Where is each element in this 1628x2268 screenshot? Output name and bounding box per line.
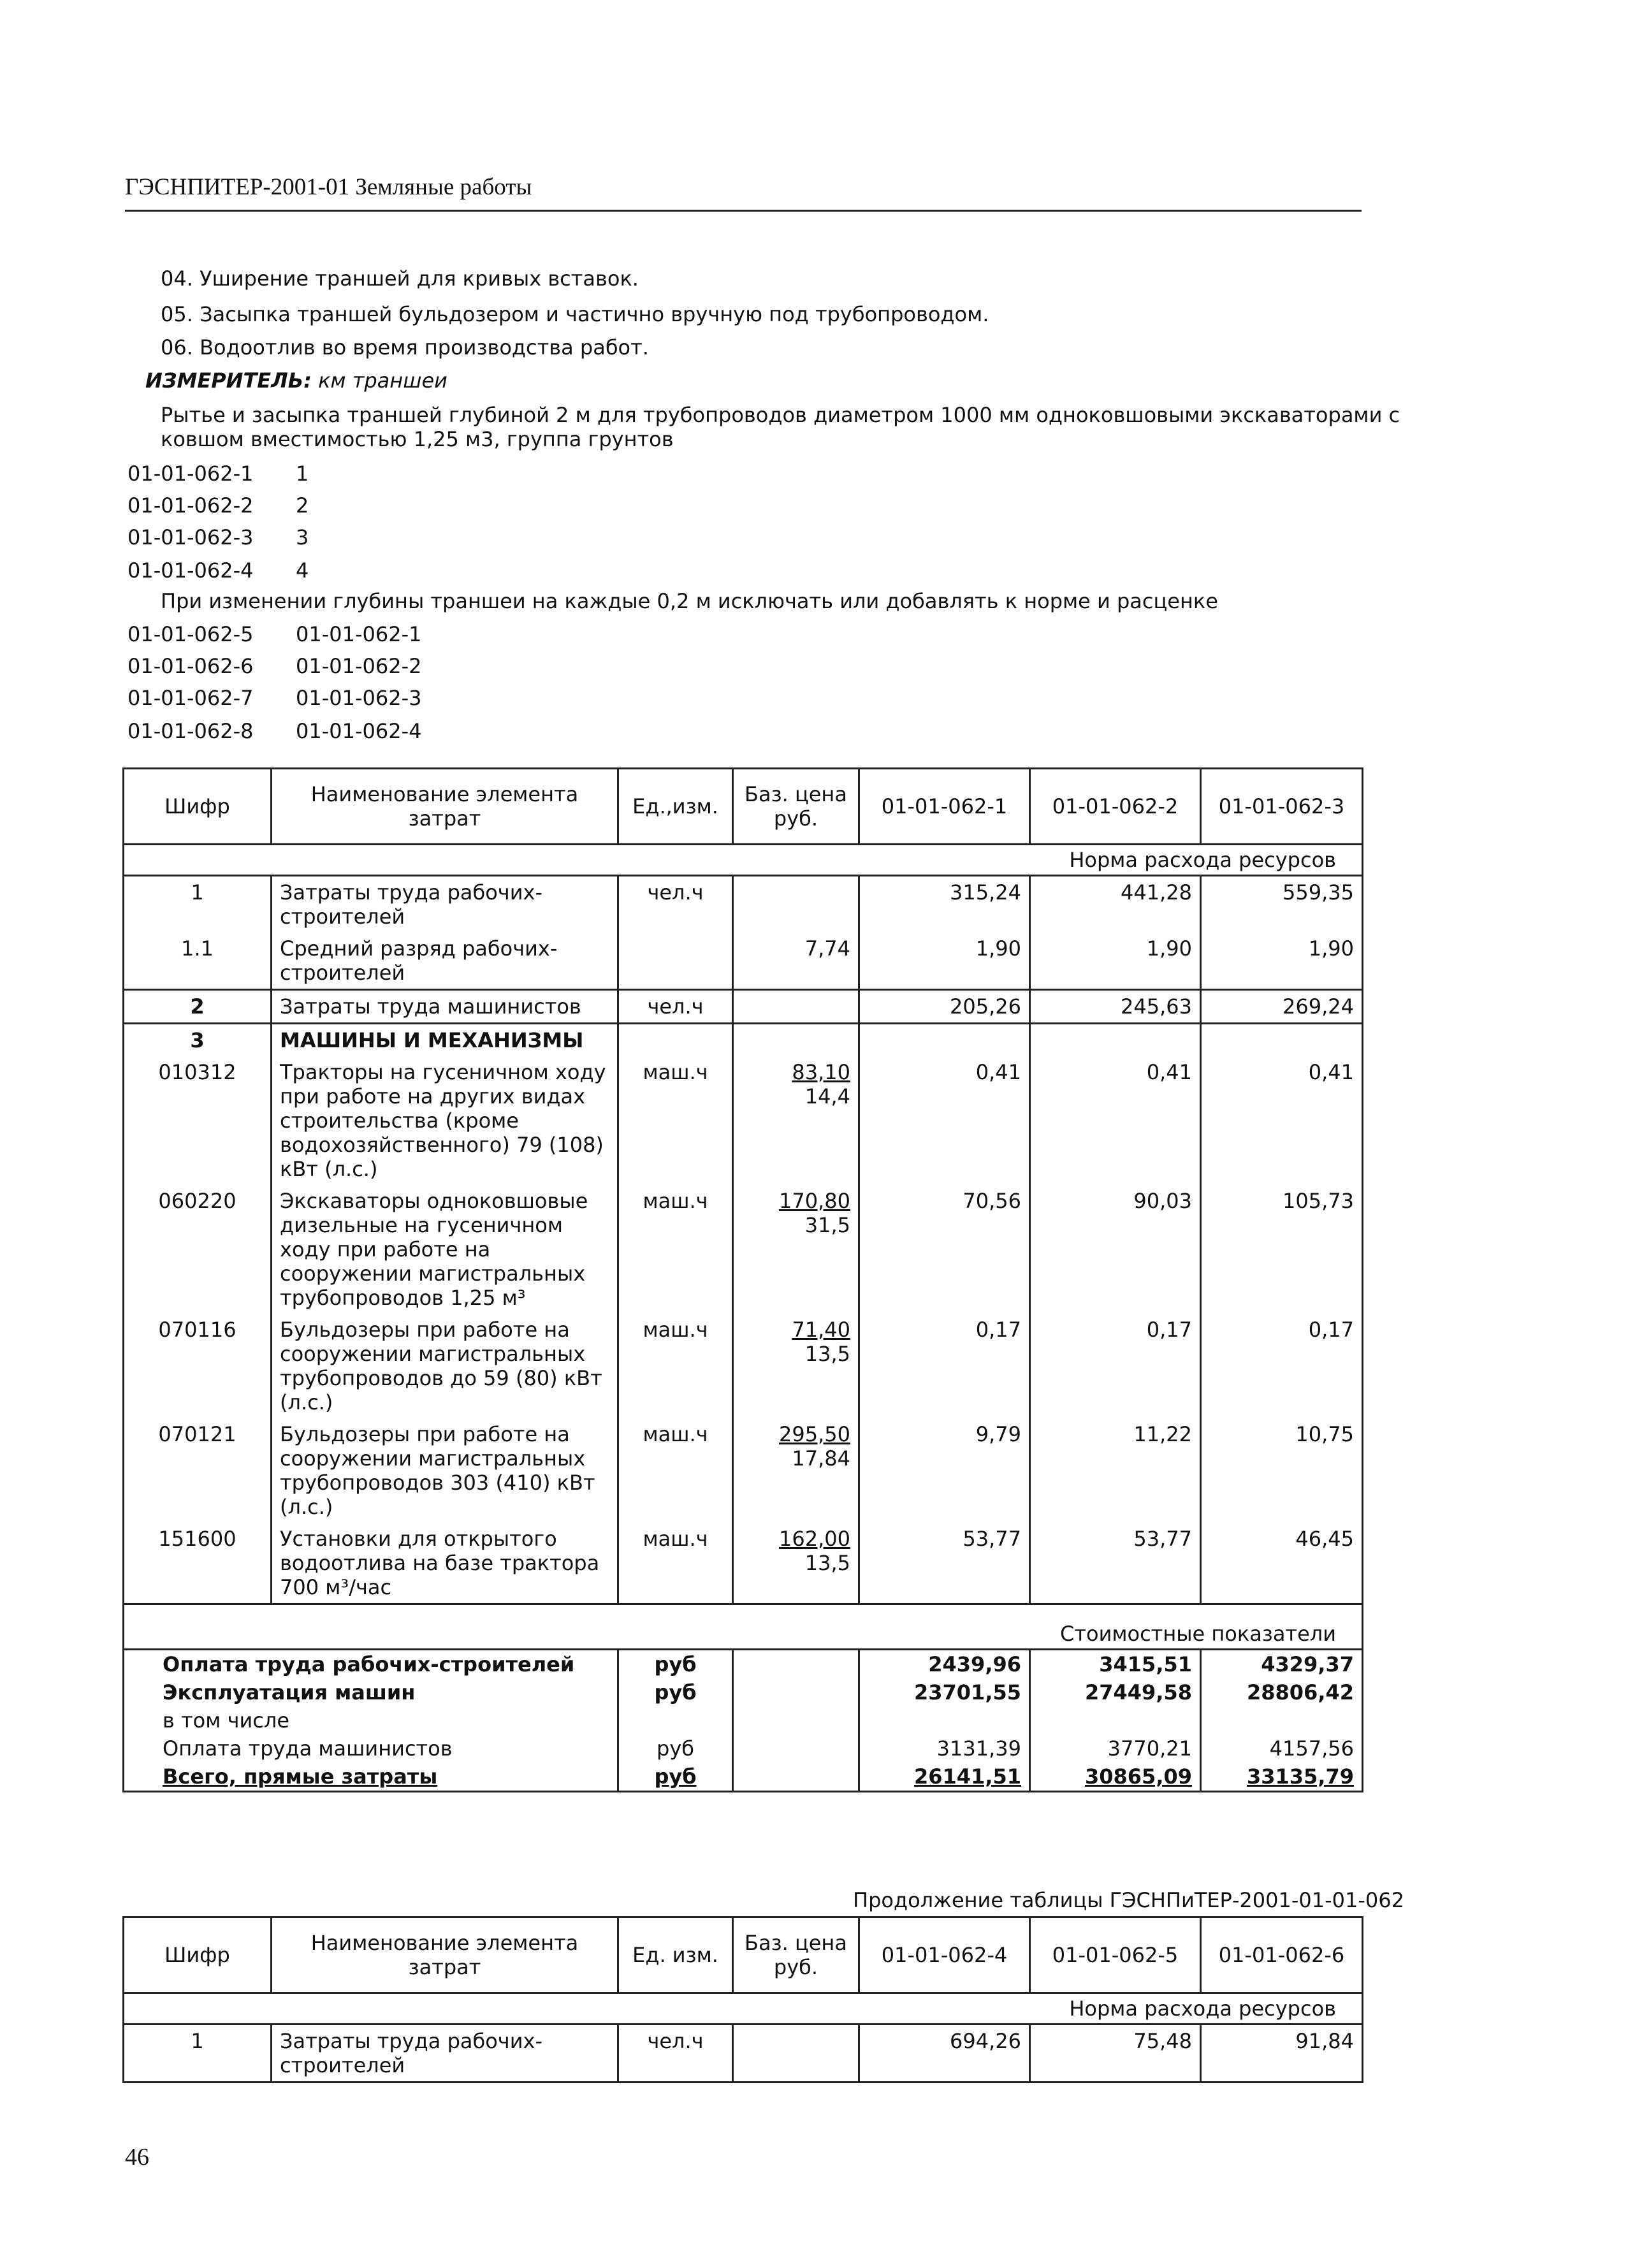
col-header-price [733,769,859,845]
row-price [733,1056,859,1185]
row-name: Тракторы на гусеничном ходу при работе на других видах строительства (кроме водохозяйственного) 79 (108) кВт (л.с.) [272,1056,618,1185]
price-header-line-2: руб. [773,806,818,831]
row-price-base: 170,80 [779,1189,850,1213]
row-value-2: 90,03 [1030,1185,1201,1314]
cost-value-2: 3415,51 [1030,1650,1201,1679]
row-price [733,1523,859,1604]
col-header-unit: Ед. изм. [618,1917,733,1993]
row-value-2: 0,41 [1030,1056,1201,1185]
row-value-1: 9,79 [859,1418,1030,1523]
depth-ref-value: 01-01-062-3 [296,686,422,710]
cost-unit: руб [618,1650,733,1679]
description-line-2: ковшом вместимостью 1,25 м3, группа грунтов [161,427,674,451]
table-row [124,1314,1363,1418]
row-value-2: 0,17 [1030,1314,1201,1418]
table-row [124,2024,1363,2083]
cost-name: Всего, прямые затраты [124,1763,618,1792]
row-value-3: 269,24 [1201,990,1363,1024]
row-value-2: 53,77 [1030,1523,1201,1604]
group-code: 01-01-062-1 [127,462,254,486]
price-header-line-1: Баз. цена [745,782,847,806]
measure-label: ИЗМЕРИТЕЛЬ: [145,368,312,393]
continuation-table [122,1916,1363,2083]
cost-value-1: 3131,39 [859,1734,1030,1763]
row-unit: маш.ч [618,1185,733,1314]
cost-unit: руб [618,1678,733,1706]
row-value-2: 75,48 [1030,2024,1201,2083]
row-unit: чел.ч [618,876,733,933]
row-price [733,1418,859,1523]
col-header-unit: Ед.,изм. [618,769,733,845]
empty-cell [859,1024,1030,1057]
group-value: 2 [296,493,309,518]
col-header-code-3: 01-01-062-6 [1201,1917,1363,1993]
empty-cell [733,1763,859,1792]
row-price [733,1314,859,1418]
row-price-base: 83,10 [792,1060,850,1084]
cost-name: Оплата труда рабочих-строителей [124,1650,618,1679]
step-04: 04. Уширение траншей для кривых вставок. [161,266,639,291]
cost-row [124,1678,1363,1706]
row-name: Средний разряд рабочих-строителей [272,933,618,990]
empty-cell [733,1734,859,1763]
empty-cell [1201,1706,1363,1734]
cost-value-2: 27449,58 [1030,1678,1201,1706]
col-header-cipher: Шифр [124,769,272,845]
row-value-3: 0,17 [1201,1314,1363,1418]
row-name: МАШИНЫ И МЕХАНИЗМЫ [272,1024,618,1057]
col-header-code-1: 01-01-062-4 [859,1917,1030,1993]
row-name: Затраты труда машинистов [272,990,618,1024]
price-header-line-1: Баз. цена [745,1931,847,1955]
empty-cell [733,1706,859,1734]
row-unit: маш.ч [618,1523,733,1604]
row-cipher: 070116 [124,1314,272,1418]
step-06: 06. Водоотлив во время производства работ. [161,335,649,360]
row-name: Бульдозеры при работе на сооружении магистральных трубопроводов до 59 (80) кВт (л.с.) [272,1314,618,1418]
row-value-1: 1,90 [859,933,1030,990]
cost-section-label: Стоимостные показатели [124,1604,1363,1650]
group-code: 01-01-062-4 [127,558,254,583]
norm-section-label: Норма расхода ресурсов [124,845,1363,876]
group-value: 4 [296,558,309,583]
row-value-1: 0,41 [859,1056,1030,1185]
row-value-1: 70,56 [859,1185,1030,1314]
row-name: Затраты труда рабочих-строителей [272,2024,618,2083]
row-cipher: 1.1 [124,933,272,990]
row-value-3: 10,75 [1201,1418,1363,1523]
row-price [733,2024,859,2083]
row-name: Установки для открытого водоотлива на базе трактора 700 м³/час [272,1523,618,1604]
empty-cell [1030,1706,1201,1734]
row-value-3: 0,41 [1201,1056,1363,1185]
row-unit: маш.ч [618,1314,733,1418]
cost-value-2: 30865,09 [1030,1763,1201,1792]
row-name: Затраты труда рабочих-строителей [272,876,618,933]
table-row [124,876,1363,933]
col-header-name: Наименование элемента затрат [272,769,618,845]
row-price-base: 295,50 [779,1422,850,1446]
table-row [124,1024,1363,1057]
measure-value: км траншеи [318,368,447,393]
group-code: 01-01-062-2 [127,493,254,518]
cost-name: Оплата труда машинистов [124,1734,618,1763]
row-cipher: 3 [124,1024,272,1057]
row-cipher: 060220 [124,1185,272,1314]
row-price-wage: 14,4 [804,1084,850,1109]
row-price-wage: 13,5 [804,1342,850,1366]
description-line-1: Рытье и засыпка траншей глубиной 2 м для трубопроводов диаметром 1000 мм одноковшовыми экскаваторами с [161,403,1400,427]
col-header-price [733,1917,859,1993]
empty-cell [1201,1024,1363,1057]
measure-line [145,368,447,393]
depth-ref-value: 01-01-062-1 [296,622,422,646]
table-row [124,1185,1363,1314]
cost-value-3: 33135,79 [1201,1763,1363,1792]
col-header-code-2: 01-01-062-2 [1030,769,1201,845]
cost-value-2: 3770,21 [1030,1734,1201,1763]
empty-cell [1030,1024,1201,1057]
cost-unit: руб [618,1763,733,1792]
row-cipher: 151600 [124,1523,272,1604]
resource-table [122,767,1363,1792]
table-row [124,1056,1363,1185]
depth-ref-code: 01-01-062-7 [127,686,254,710]
cost-unit: руб [618,1734,733,1763]
row-value-1: 315,24 [859,876,1030,933]
cost-value-1: 26141,51 [859,1763,1030,1792]
row-cipher: 010312 [124,1056,272,1185]
table-row [124,1523,1363,1604]
row-name: Экскаваторы одноковшовые дизельные на гусеничном ходу при работе на сооружении магистральных трубопроводов 1,25 м³ [272,1185,618,1314]
table-row [124,990,1363,1024]
cost-row [124,1763,1363,1792]
cost-value-1: 23701,55 [859,1678,1030,1706]
row-value-1: 205,26 [859,990,1030,1024]
col-header-cipher: Шифр [124,1917,272,1993]
cost-row [124,1650,1363,1679]
row-value-3: 46,45 [1201,1523,1363,1604]
cost-value-1: 2439,96 [859,1650,1030,1679]
row-price-base: 71,40 [792,1318,850,1342]
cost-row [124,1706,1363,1734]
row-value-3: 559,35 [1201,876,1363,933]
row-cipher: 070121 [124,1418,272,1523]
row-value-1: 53,77 [859,1523,1030,1604]
row-price [733,1185,859,1314]
depth-ref-code: 01-01-062-5 [127,622,254,646]
continuation-title: Продолжение таблицы ГЭСНПиТЕР-2001-01-01-062 [853,1888,1404,1912]
row-value-3: 91,84 [1201,2024,1363,2083]
page-header: ГЭСНПИТЕР-2001-01 Земляные работы [125,173,1362,212]
row-unit: маш.ч [618,1056,733,1185]
row-price: 7,74 [733,933,859,990]
group-value: 3 [296,525,309,549]
empty-cell [733,1650,859,1679]
row-name: Бульдозеры при работе на сооружении магистральных трубопроводов 303 (410) кВт (л.с.) [272,1418,618,1523]
page-number: 46 [125,2144,149,2170]
row-value-1: 694,26 [859,2024,1030,2083]
cost-name: Эксплуатация машин [124,1678,618,1706]
row-value-2: 1,90 [1030,933,1201,990]
col-header-name: Наименование элемента затрат [272,1917,618,1993]
cost-value-3: 4157,56 [1201,1734,1363,1763]
empty-cell [733,1678,859,1706]
row-price [733,990,859,1024]
col-header-code-1: 01-01-062-1 [859,769,1030,845]
col-header-code-3: 01-01-062-3 [1201,769,1363,845]
row-unit: чел.ч [618,2024,733,2083]
row-value-3: 105,73 [1201,1185,1363,1314]
row-value-2: 441,28 [1030,876,1201,933]
empty-cell [618,1024,733,1057]
norm-section-label: Норма расхода ресурсов [124,1993,1363,2024]
row-cipher: 1 [124,2024,272,2083]
depth-ref-value: 01-01-062-4 [296,719,422,743]
price-header-line-2: руб. [773,1955,818,1979]
cost-value-3: 4329,37 [1201,1650,1363,1679]
empty-cell [859,1706,1030,1734]
table-row [124,933,1363,990]
cost-row [124,1734,1363,1763]
empty-cell [618,1706,733,1734]
row-unit: чел.ч [618,990,733,1024]
row-value-2: 245,63 [1030,990,1201,1024]
step-05: 05. Засыпка траншей бульдозером и частично вручную под трубопроводом. [161,302,989,326]
row-price-wage: 13,5 [804,1551,850,1575]
col-header-code-2: 01-01-062-5 [1030,1917,1201,1993]
table-row [124,1418,1363,1523]
row-price-wage: 31,5 [804,1213,850,1237]
cost-value-3: 28806,42 [1201,1678,1363,1706]
row-value-2: 11,22 [1030,1418,1201,1523]
row-cipher: 2 [124,990,272,1024]
cost-name: в том числе [124,1706,618,1734]
row-price [733,876,859,933]
empty-cell [733,1024,859,1057]
depth-ref-code: 01-01-062-6 [127,654,254,678]
depth-ref-value: 01-01-062-2 [296,654,422,678]
group-value: 1 [296,462,309,486]
row-cipher: 1 [124,876,272,933]
depth-note: При изменении глубины траншеи на каждые 0,2 м исключать или добавлять к норме и расценке [161,589,1218,613]
row-unit [618,933,733,990]
row-value-3: 1,90 [1201,933,1363,990]
row-value-1: 0,17 [859,1314,1030,1418]
row-unit: маш.ч [618,1418,733,1523]
row-price-wage: 17,84 [792,1446,850,1471]
group-code: 01-01-062-3 [127,525,254,549]
row-price-base: 162,00 [779,1527,850,1551]
depth-ref-code: 01-01-062-8 [127,719,254,743]
